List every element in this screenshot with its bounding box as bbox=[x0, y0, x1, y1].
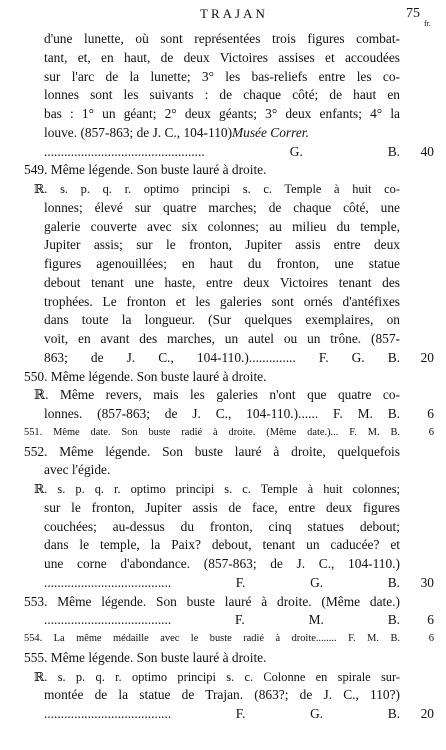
text-line bbox=[0, 555, 446, 573]
line-text: lonnes; élevé sur quatre marches; de chaque côté, une bbox=[44, 199, 400, 215]
text-line bbox=[0, 105, 446, 123]
text-line bbox=[0, 274, 446, 292]
margin-value: 20 bbox=[420, 706, 434, 721]
margin-value: 6 bbox=[427, 406, 434, 421]
margin-value: 20 bbox=[420, 349, 434, 365]
text-line bbox=[0, 630, 446, 648]
line-text: ℝ. s. p. q. r. optimo principi s. c. Temple à huit colonnes; bbox=[34, 482, 400, 496]
line-text: lonnes sont les suivants : de chaque côté; de haut en bbox=[44, 87, 400, 103]
line-text: une corne d'abondance. (857-863; de J. C., 104-110.) bbox=[44, 556, 400, 571]
text-line bbox=[0, 30, 446, 48]
text-line bbox=[0, 68, 446, 86]
line-text: bas : 1° un géant; 2° deux géants; 3° deux enfants; 4° la bbox=[44, 106, 400, 121]
text-line bbox=[0, 424, 446, 442]
currency-note: fr. bbox=[424, 19, 431, 28]
text-line bbox=[0, 443, 446, 461]
line-text: voit, en avant des marches, un autel ou un trône. (857- bbox=[44, 331, 400, 346]
line-text: lonnes. (857-863; de J. C., 104-110.)...... F. M. B. bbox=[44, 406, 400, 421]
line-text: sur le fronton, Jupiter assis de face, entre deux figures bbox=[44, 499, 400, 515]
line-text: ...................................... F. G. B. bbox=[44, 706, 400, 721]
text-line bbox=[0, 199, 446, 217]
line-text: galerie couverte avec six colonnes; au milieu du temple, bbox=[44, 218, 400, 234]
line-text: ................................................ G. B. bbox=[44, 143, 400, 159]
line-text: sur l'arc de la lunette; 3° les bas-reliefs entre les co- bbox=[44, 68, 400, 84]
text-line bbox=[0, 49, 446, 67]
text-line bbox=[0, 311, 446, 329]
text-line bbox=[0, 330, 446, 348]
text-line bbox=[0, 293, 446, 311]
line-text: ℝ. s. p. q. r. optimo principi s. c. Colonne en spirale sur- bbox=[34, 669, 400, 684]
line-italic-text: Musée Correr. bbox=[232, 124, 309, 140]
page-number: 75 bbox=[406, 6, 420, 21]
text-line bbox=[0, 386, 446, 404]
text-line bbox=[0, 705, 446, 723]
text-line bbox=[0, 480, 446, 498]
text-line bbox=[0, 218, 446, 236]
text-line bbox=[0, 611, 446, 629]
line-text: trophées. Le fronton et les galeries sont ornés d'antéfixes bbox=[44, 293, 400, 309]
text-line bbox=[0, 686, 446, 704]
line-text: ℝ. s. p. q. r. optimo principi s. c. Temple à huit co- bbox=[34, 182, 400, 196]
text-line bbox=[0, 180, 446, 198]
text-line bbox=[0, 86, 446, 104]
text-line bbox=[0, 536, 446, 554]
text-line bbox=[0, 649, 446, 667]
margin-value: 30 bbox=[420, 574, 434, 590]
line-text: dans le temple, la Paix? debout, tenant un caducée? et bbox=[44, 537, 400, 553]
text-line bbox=[0, 461, 446, 479]
line-text: louve. (857-863; de J. C., 104-110) bbox=[44, 124, 233, 140]
line-text: 550. Même légende. Son buste lauré à droite. bbox=[24, 368, 267, 384]
line-text: avec l'égide. bbox=[44, 462, 111, 478]
text-line bbox=[0, 349, 446, 367]
line-text: 552. Même légende. Son buste lauré à droite, quelquefois bbox=[24, 443, 400, 459]
text-line bbox=[0, 124, 446, 142]
line-text: 549. Même légende. Son buste lauré à droite. bbox=[24, 162, 267, 178]
text-line bbox=[0, 593, 446, 611]
page-header bbox=[0, 6, 446, 30]
line-text: 555. Même légende. Son buste lauré à droite. bbox=[24, 649, 267, 665]
line-text: dans toute la longueur. (Sur quelques exemplaires, on bbox=[44, 312, 400, 328]
line-text: couchées; au-dessus du fronton, cinq statues debout; bbox=[44, 518, 400, 534]
text-line bbox=[0, 236, 446, 254]
text-line bbox=[0, 161, 446, 179]
line-text: figures agenouillées; en haut du fronton, une statue bbox=[44, 256, 400, 271]
running-title: TRAJAN bbox=[200, 6, 268, 21]
text-line bbox=[0, 143, 446, 161]
line-text: 553. Même légende. Son buste lauré à droite. (Même date.) bbox=[24, 593, 400, 609]
line-text: tant, et, en haut, de deux Victoires assises et accoudées bbox=[44, 49, 400, 65]
line-text: debout tenant une haste, entre deux Victoires tenant des bbox=[44, 274, 400, 290]
line-text: montée de la statue de Trajan. (863?; de J. C., 110?) bbox=[44, 687, 400, 703]
text-line bbox=[0, 518, 446, 536]
text-line bbox=[0, 405, 446, 423]
margin-value: 6 bbox=[427, 612, 434, 628]
text-line bbox=[0, 574, 446, 592]
text-line bbox=[0, 255, 446, 273]
text-line bbox=[0, 668, 446, 686]
line-text: 863; de J. C., 104-110.).............. F. G. B. bbox=[44, 349, 400, 365]
line-text: ...................................... F. G. B. bbox=[44, 574, 400, 590]
line-text: 554. La même médaille avec le buste radié à droite........ F. M. B. bbox=[24, 633, 400, 644]
line-text: 551. Même date. Son buste radié à droite. (Même date.)... F. M. B. bbox=[24, 426, 400, 438]
margin-value: 6 bbox=[428, 426, 434, 438]
text-line bbox=[0, 499, 446, 517]
margin-value: 6 bbox=[428, 633, 434, 644]
line-text: ...................................... F. M. B. bbox=[44, 612, 400, 628]
line-text: d'une lunette, où sont représentées trois figures combat- bbox=[44, 31, 400, 46]
line-text: ℝ. Même revers, mais les galeries n'ont que quatre co- bbox=[34, 387, 400, 403]
margin-value: 40 bbox=[420, 143, 434, 159]
text-line bbox=[0, 368, 446, 386]
line-text: Jupiter assis; sur le fronton, Jupiter assis entre deux bbox=[44, 237, 400, 253]
